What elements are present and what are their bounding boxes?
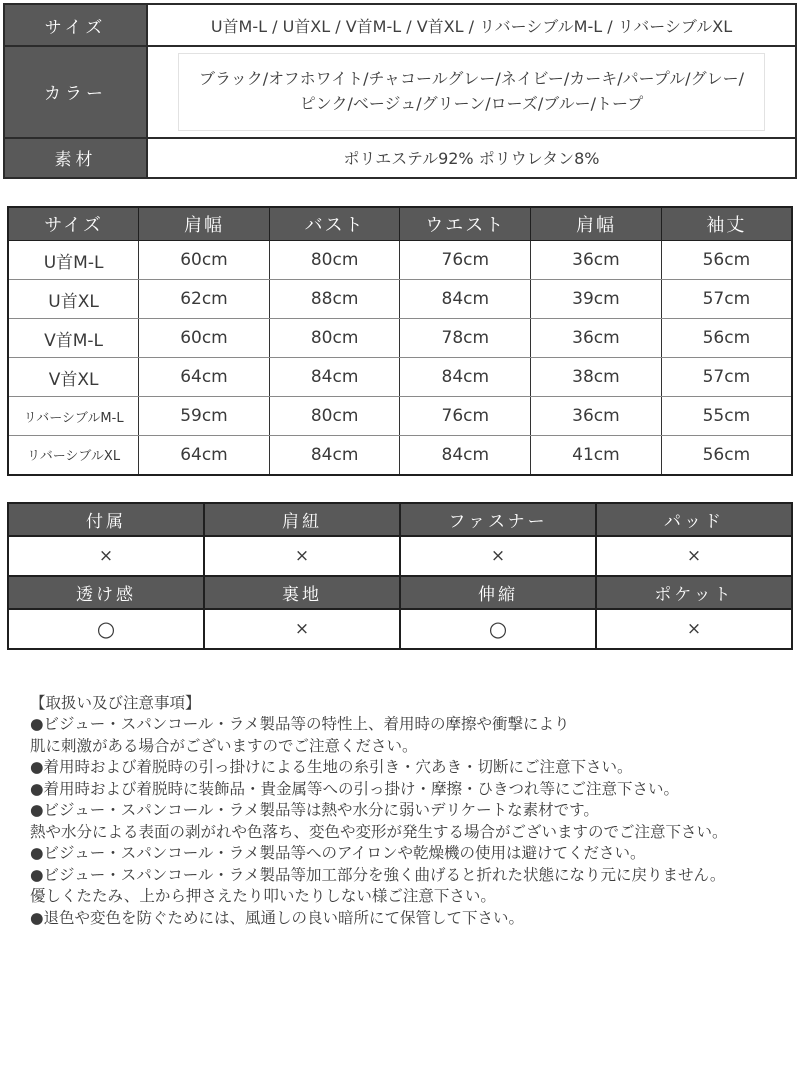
cell: 62cm [139, 280, 270, 319]
cell: 80cm [269, 241, 400, 280]
feature-value-accessory: × [8, 536, 204, 576]
feature-header-strap: 肩紐 [204, 503, 400, 536]
cell: 84cm [269, 436, 400, 475]
care-notes-line: ●ビジュー・スパンコール・ラメ製品等は熱や水分に弱いデリケートな素材です。 [30, 801, 599, 820]
spec-table [3, 3, 797, 179]
size-chart-table [7, 206, 793, 476]
feature-value-row-2 [8, 609, 792, 649]
care-notes-line: ●ビジュー・スパンコール・ラメ製品等加工部分を強く曲げると折れた状態になり元に戻りません。 [30, 865, 726, 884]
row-label: U首XL [8, 280, 139, 319]
care-notes-line: ●ビジュー・スパンコール・ラメ製品等へのアイロンや乾燥機の使用は避けてください。 [30, 844, 646, 863]
size-chart-header-row [8, 207, 792, 241]
cell: 36cm [531, 397, 662, 436]
cell: 76cm [400, 241, 531, 280]
feature-table [7, 502, 793, 650]
spec-row-color [4, 46, 796, 138]
cell: 84cm [400, 280, 531, 319]
feature-header-zipper: ファスナー [400, 503, 596, 536]
cell: 60cm [139, 319, 270, 358]
spec-value-material: ポリエステル92% ポリウレタン8% [147, 138, 796, 178]
feature-header-row-1 [8, 503, 792, 536]
spec-value-size: U首M-L / U首XL / V首M-L / V首XL / リバーシブルM-L / リバーシブルXL [147, 4, 796, 46]
table-row [8, 280, 792, 319]
row-label: V首XL [8, 358, 139, 397]
cell: 39cm [531, 280, 662, 319]
feature-value-pocket: × [596, 609, 792, 649]
feature-header-sheerness: 透け感 [8, 576, 204, 609]
spec-value-color [147, 46, 796, 138]
row-label: リバーシブルXL [8, 436, 139, 475]
feature-value-pad: × [596, 536, 792, 576]
cell: 36cm [531, 319, 662, 358]
care-notes-line: ●着用時および着脱時の引っ掛けによる生地の糸引き・穴あき・切断にご注意下さい。 [30, 758, 633, 777]
cell: 56cm [661, 319, 792, 358]
cell: 56cm [661, 436, 792, 475]
cell: 36cm [531, 241, 662, 280]
feature-value-lining: × [204, 609, 400, 649]
cell: 59cm [139, 397, 270, 436]
cell: 76cm [400, 397, 531, 436]
table-row [8, 358, 792, 397]
care-notes-line: 熱や水分による表面の剥がれや色落ち、変色や変形が発生する場合がございますのでご注意下さい。 [30, 822, 728, 841]
care-notes-line: ●着用時および着脱時に装飾品・貴金属等への引っ掛け・摩擦・ひきつれ等にご注意下さい。 [30, 779, 680, 798]
row-label: リバーシブルM-L [8, 397, 139, 436]
cell: 80cm [269, 319, 400, 358]
size-chart-header-bust: バスト [269, 207, 400, 241]
spec-label-color: カラー [4, 46, 147, 138]
cell: 60cm [139, 241, 270, 280]
cell: 64cm [139, 358, 270, 397]
spec-row-size [4, 4, 796, 46]
color-list: ブラック/オフホワイト/チャコールグレー/ネイビー/カーキ/パープル/グレー/ピンク/ベージュ/グリーン/ローズ/ブルー/トープ [178, 53, 765, 131]
size-chart-header-size: サイズ [8, 207, 139, 241]
cell: 57cm [661, 358, 792, 397]
feature-header-row-2 [8, 576, 792, 609]
table-row [8, 397, 792, 436]
row-label: U首M-L [8, 241, 139, 280]
care-notes-line: ●ビジュー・スパンコール・ラメ製品等の特性上、着用時の摩擦や衝撃により [30, 715, 570, 734]
size-chart-header-waist: ウエスト [400, 207, 531, 241]
care-notes-line: 優しくたたみ、上から押さえたり叩いたりしない様ご注意下さい。 [30, 887, 496, 906]
table-row [8, 436, 792, 475]
cell: 80cm [269, 397, 400, 436]
feature-header-lining: 裏地 [204, 576, 400, 609]
spec-row-material [4, 138, 796, 178]
cell: 41cm [531, 436, 662, 475]
feature-header-accessory: 付属 [8, 503, 204, 536]
cell: 55cm [661, 397, 792, 436]
cell: 57cm [661, 280, 792, 319]
care-notes [30, 693, 772, 930]
care-notes-line: ●退色や変色を防ぐためには、風通しの良い暗所にて保管して下さい。 [30, 908, 525, 927]
feature-value-strap: × [204, 536, 400, 576]
feature-value-sheerness: ○ [8, 609, 204, 649]
size-chart-header-sleeve: 袖丈 [661, 207, 792, 241]
cell: 64cm [139, 436, 270, 475]
cell: 84cm [400, 358, 531, 397]
feature-header-stretch: 伸縮 [400, 576, 596, 609]
care-notes-line: 肌に刺激がある場合がございますのでご注意ください。 [30, 736, 418, 755]
table-row [8, 319, 792, 358]
spec-label-material: 素材 [4, 138, 147, 178]
feature-value-zipper: × [400, 536, 596, 576]
table-row [8, 241, 792, 280]
row-label: V首M-L [8, 319, 139, 358]
cell: 38cm [531, 358, 662, 397]
cell: 84cm [400, 436, 531, 475]
size-chart-header-shoulder: 肩幅 [139, 207, 270, 241]
feature-header-pocket: ポケット [596, 576, 792, 609]
cell: 56cm [661, 241, 792, 280]
size-chart-header-shoulder2: 肩幅 [531, 207, 662, 241]
feature-value-row-1 [8, 536, 792, 576]
feature-value-stretch: ○ [400, 609, 596, 649]
cell: 88cm [269, 280, 400, 319]
cell: 78cm [400, 319, 531, 358]
cell: 84cm [269, 358, 400, 397]
care-notes-title: 【取扱い及び注意事項】 [30, 693, 201, 712]
spec-label-size: サイズ [4, 4, 147, 46]
feature-header-pad: パッド [596, 503, 792, 536]
